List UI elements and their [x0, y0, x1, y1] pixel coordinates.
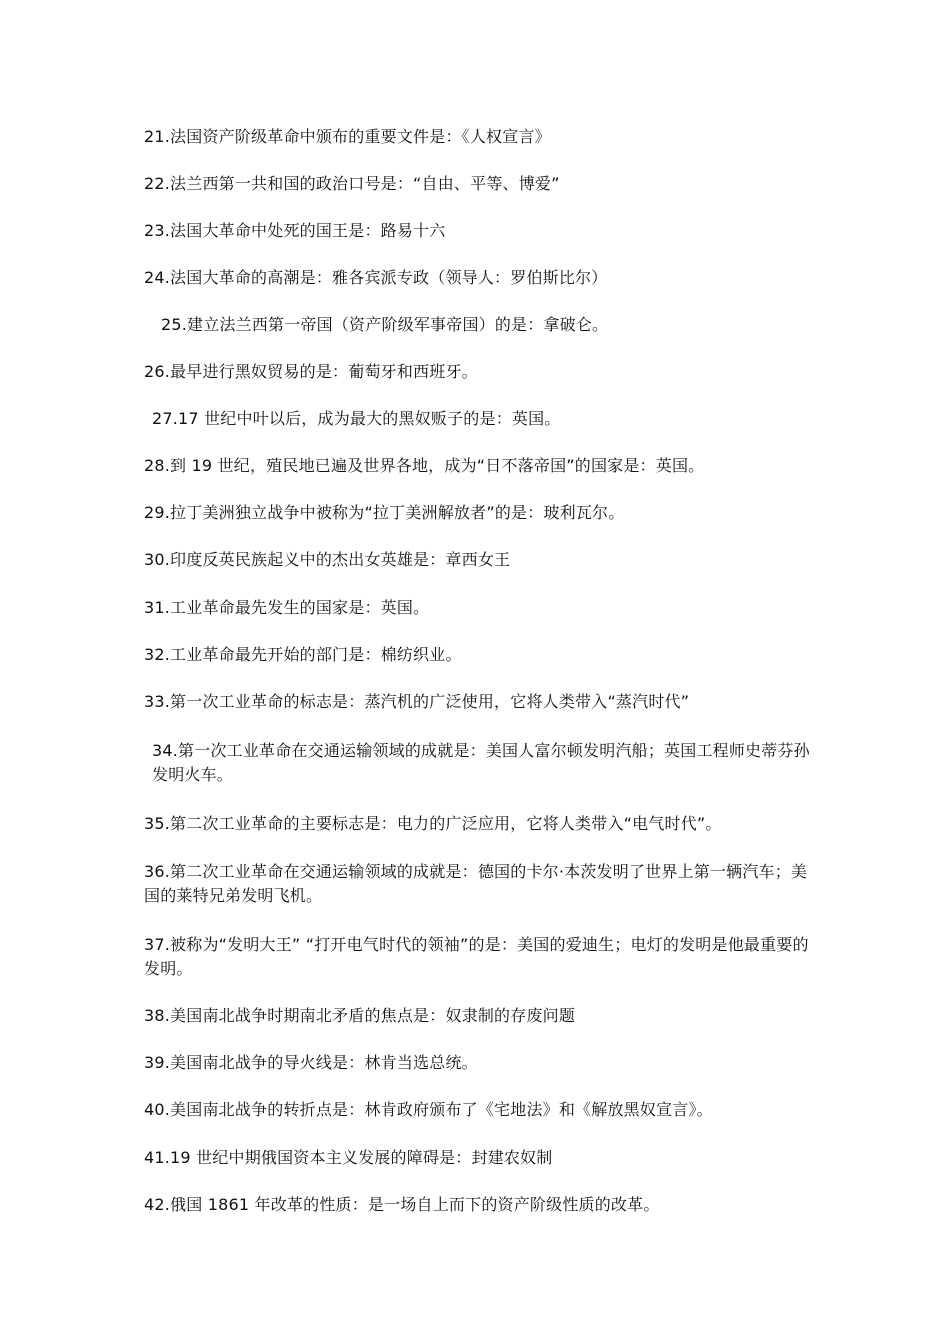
list-item: 37.被称为“发明大王” “打开电气时代的领袖”的是：美国的爱迪生；电灯的发明是他最重要的发明。 [144, 935, 809, 978]
list-item: 31.工业革命最先发生的国家是：英国。 [144, 598, 430, 617]
list-item: 41.19 世纪中期俄国资本主义发展的障碍是：封建农奴制 [144, 1148, 553, 1167]
list-item: 35.第二次工业革命的主要标志是：电力的广泛应用，它将人类带入“电气时代”。 [144, 814, 722, 833]
list-item: 34.第一次工业革命在交通运输领域的成就是：美国人富尔顿发明汽船；英国工程师史蒂芬孙发明火车。 [152, 741, 810, 784]
list-item: 24.法国大革命的高潮是：雅各宾派专政（领导人：罗伯斯比尔） [144, 268, 608, 287]
list-item: 29.拉丁美洲独立战争中被称为“拉丁美洲解放者”的是：玻利瓦尔。 [144, 503, 625, 522]
list-item: 42.俄国 1861 年改革的性质：是一场自上而下的资产阶级性质的改革。 [144, 1195, 660, 1214]
list-item: 21.法国资产阶级革命中颁布的重要文件是：《人权宣言》 [144, 127, 551, 146]
list-item: 40.美国南北战争的转折点是：林肯政府颁布了《宅地法》和《解放黑奴宣言》。 [144, 1100, 713, 1119]
list-item: 28.到 19 世纪，殖民地已遍及世界各地，成为“日不落帝国”的国家是：英国。 [144, 456, 705, 475]
list-item: 26.最早进行黑奴贸易的是：葡萄牙和西班牙。 [144, 362, 478, 381]
list-item: 36.第二次工业革命在交通运输领域的成就是：德国的卡尔·本茨发明了世界上第一辆汽车；美国的莱特兄弟发明飞机。 [144, 862, 808, 905]
list-item: 23.法国大革命中处死的国王是：路易十六 [144, 221, 446, 240]
list-item: 38.美国南北战争时期南北矛盾的焦点是：奴隶制的存废问题 [144, 1006, 576, 1025]
list-item: 32.工业革命最先开始的部门是：棉纺织业。 [144, 645, 462, 664]
list-item: 39.美国南北战争的导火线是：林肯当选总统。 [144, 1053, 478, 1072]
list-item: 33.第一次工业革命的标志是：蒸汽机的广泛使用，它将人类带入“蒸汽时代” [144, 692, 690, 711]
list-item: 22.法兰西第一共和国的政治口号是：“自由、平等、博爱” [144, 174, 560, 193]
list-item: 25.建立法兰西第一帝国（资产阶级军事帝国）的是：拿破仑。 [161, 315, 609, 334]
list-item: 27.17 世纪中叶以后，成为最大的黑奴贩子的是：英国。 [152, 409, 561, 428]
list-item: 30.印度反英民族起义中的杰出女英雄是：章西女王 [144, 550, 511, 569]
